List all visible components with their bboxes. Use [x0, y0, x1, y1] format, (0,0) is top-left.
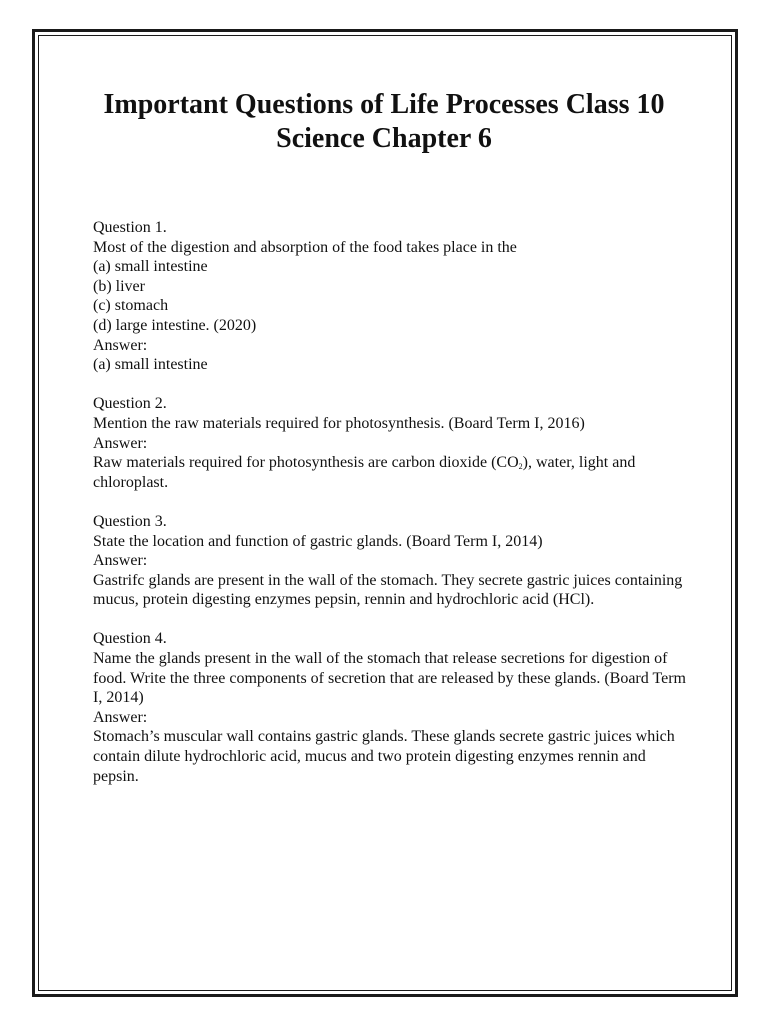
answer-text-start: Raw materials required for photosynthesis are carbon dioxide (CO — [93, 454, 519, 472]
answer-text — [93, 453, 693, 492]
question-text: Most of the digestion and absorption of the food takes place in the — [93, 238, 517, 256]
question-label: Question 2. — [93, 395, 167, 413]
question-text: State the location and function of gastric glands. (Board Term I, 2014) — [93, 532, 543, 550]
answer-text: Gastrifc glands are present in the wall of the stomach. They secrete gastric juices containing mucus, protein digesting enzymes pepsin, rennin and hydrochloric acid (HCl). — [93, 571, 683, 609]
answer-label: Answer: — [93, 708, 148, 726]
question-block-4 — [93, 629, 693, 786]
answer-text: (a) small intestine — [93, 356, 208, 374]
option-d: (d) large intestine. (2020) — [93, 316, 257, 334]
question-block-2 — [93, 394, 693, 492]
question-label: Question 3. — [93, 512, 167, 530]
page-title: Important Questions of Life Processes Class 10 Science Chapter 6 — [103, 89, 665, 154]
subscript-two: 2 — [518, 462, 523, 472]
answer-label: Answer: — [93, 552, 148, 570]
option-b: (b) liver — [93, 277, 145, 295]
option-c: (c) stomach — [93, 297, 169, 315]
question-label: Question 1. — [93, 219, 167, 236]
question-text: Name the glands present in the wall of the stomach that release secretions for digestion of food. Write the three components of secretion that are released by these glands. (Board Term I, 2014) — [93, 650, 686, 707]
answer-label: Answer: — [93, 336, 148, 354]
question-text: Mention the raw materials required for photosynthesis. (Board Term I, 2016) — [93, 414, 585, 432]
answer-text: Stomach’s muscular wall contains gastric glands. These glands secrete gastric juices which contain dilute hydrochloric acid, mucus and two protein digesting enzymes rennin and pepsin. — [93, 728, 675, 785]
option-a: (a) small intestine — [93, 258, 208, 276]
questions-content — [93, 218, 693, 806]
answer-text-end: ), water, light and chloroplast. — [93, 454, 636, 491]
question-block-3 — [93, 512, 693, 610]
question-block-1 — [93, 218, 693, 375]
question-label: Question 4. — [93, 630, 167, 648]
answer-label: Answer: — [93, 434, 148, 452]
